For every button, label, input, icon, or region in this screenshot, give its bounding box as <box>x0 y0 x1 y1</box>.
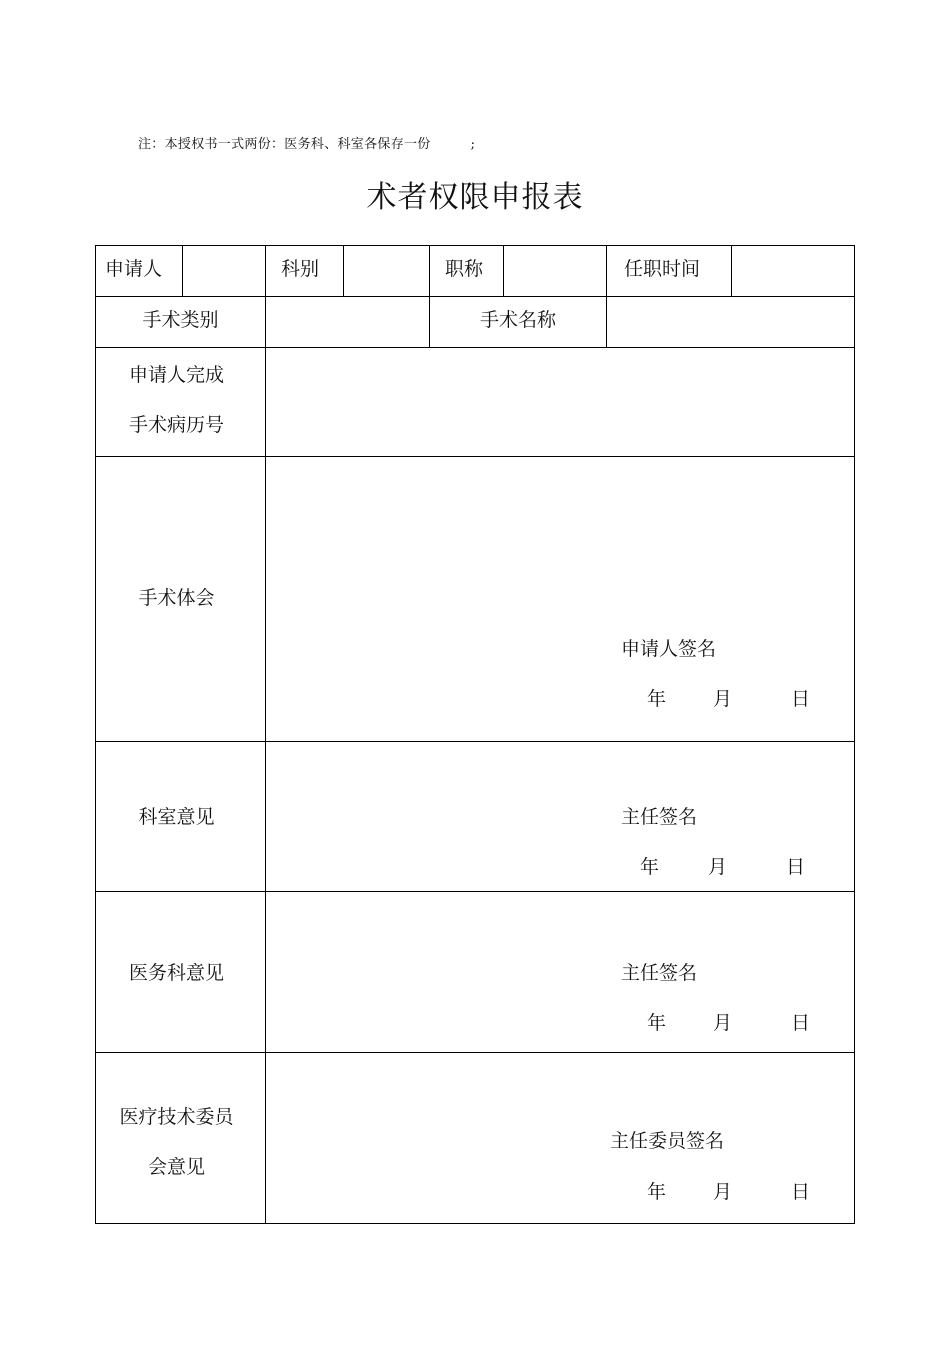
surgery-category-label: 手术类别 <box>142 309 219 331</box>
professional-title-label: 职称 <box>445 258 484 280</box>
medical-affairs-opinion-label: 医务科意见 <box>128 962 224 984</box>
committee-date-year: 年 <box>647 1181 667 1203</box>
tenure-field[interactable] <box>732 246 854 296</box>
department-opinion-field[interactable] <box>266 742 854 891</box>
applicant-label: 申请人 <box>105 258 163 280</box>
surgery-name-field[interactable] <box>607 297 854 347</box>
medical-affairs-signature-label: 主任签名 <box>621 962 698 984</box>
note-tail: ; <box>470 137 476 152</box>
department-opinion-date-day: 日 <box>786 856 806 878</box>
experience-field[interactable] <box>266 457 854 741</box>
page-title: 术者权限申报表 <box>366 180 584 215</box>
department-label: 科别 <box>281 258 320 280</box>
department-opinion-label: 科室意见 <box>138 806 215 828</box>
medical-affairs-date-month: 月 <box>713 1012 733 1034</box>
department-opinion-signature-label: 主任签名 <box>621 806 698 828</box>
department-opinion-date-month: 月 <box>708 856 728 878</box>
experience-date-year: 年 <box>647 688 667 710</box>
experience-signature-label: 申请人签名 <box>621 638 717 660</box>
medical-affairs-date-year: 年 <box>647 1012 667 1034</box>
medical-affairs-date-day: 日 <box>791 1012 811 1034</box>
records-label-line2: 手术病历号 <box>128 414 224 436</box>
applicant-field[interactable] <box>183 246 265 296</box>
department-field[interactable] <box>344 246 429 296</box>
form-note <box>138 133 475 152</box>
committee-date-day: 日 <box>791 1181 811 1203</box>
surgery-name-label: 手术名称 <box>479 309 556 331</box>
note-text: 注：本授权书一式两份：医务科、科室各保存一份 <box>138 137 431 152</box>
surgery-category-field[interactable] <box>266 297 429 347</box>
department-opinion-date-year: 年 <box>640 856 660 878</box>
experience-date-month: 月 <box>713 688 733 710</box>
experience-date-day: 日 <box>791 688 811 710</box>
medical-affairs-opinion-field[interactable] <box>266 892 854 1052</box>
committee-signature-label: 主任委员签名 <box>610 1130 725 1152</box>
records-label-line1: 申请人完成 <box>128 364 224 386</box>
committee-opinion-label-line2: 会意见 <box>147 1156 205 1178</box>
committee-opinion-label-line1: 医疗技术委员 <box>119 1106 234 1128</box>
experience-label: 手术体会 <box>138 587 215 609</box>
committee-opinion-field[interactable] <box>266 1053 854 1223</box>
surgery-records-field[interactable] <box>266 348 854 456</box>
professional-title-field[interactable] <box>504 246 606 296</box>
tenure-label: 任职时间 <box>624 258 701 280</box>
committee-date-month: 月 <box>713 1181 733 1203</box>
application-form-table <box>95 245 855 1224</box>
